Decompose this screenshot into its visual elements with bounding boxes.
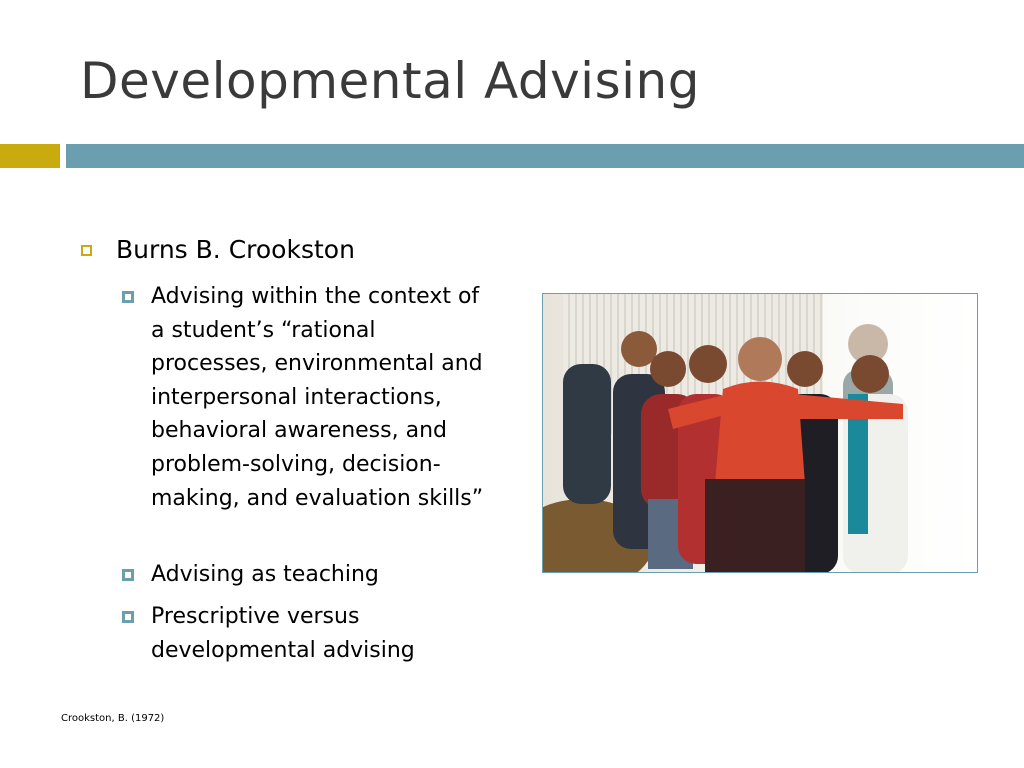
square-bullet-icon: [122, 291, 134, 303]
group-photo: [542, 293, 978, 573]
bullet-burns-crookston: Burns B. Crookston: [116, 235, 355, 264]
citation-footnote: Crookston, B. (1972): [61, 713, 165, 724]
gold-accent-bar: [0, 144, 60, 168]
teal-accent-bar: [66, 144, 1024, 168]
slide-title: Developmental Advising: [80, 52, 700, 110]
sub-bullet-prescriptive: Prescriptive versus developmental advising: [151, 604, 415, 663]
hollow-square-bullet-icon: [81, 245, 92, 256]
square-bullet-icon: [122, 569, 134, 581]
sub-bullet-context: Advising within the context of a student’s “rational processes, environmental and interpersonal interactions, behavioral awareness, and problem-solving, decision-making, and evaluation skills”: [151, 284, 484, 511]
square-bullet-icon: [122, 611, 134, 623]
sub-bullet-teaching: Advising as teaching: [151, 562, 379, 587]
